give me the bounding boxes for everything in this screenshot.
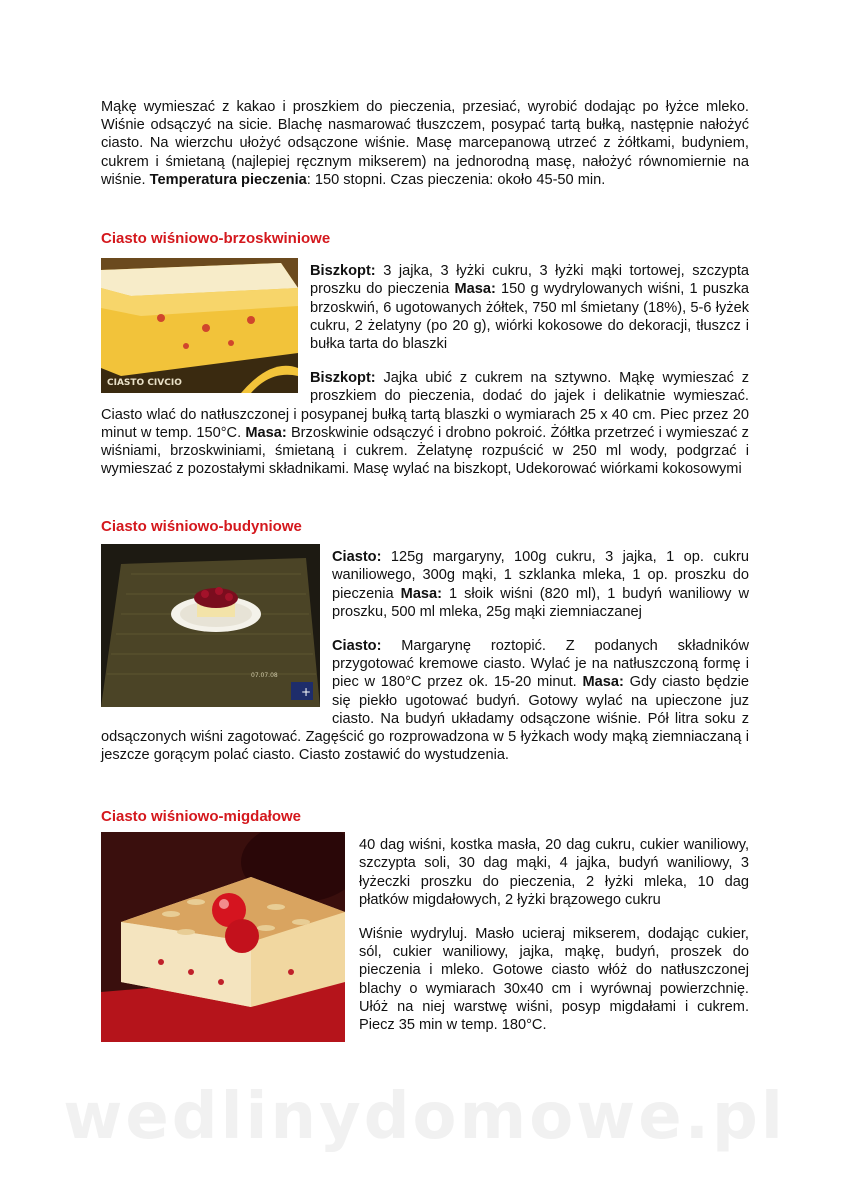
photo-caption: CIASTO CIVCIO — [107, 378, 182, 389]
prep-mass-label: Masa: — [582, 674, 624, 691]
prep-label: Biszkopt: — [310, 370, 376, 387]
ingredients-label: Biszkopt: — [310, 263, 376, 280]
ingredients-text: 125g margaryny, 100g cukru, 3 jajka, 1 op. cukru waniliowego, 300g mąki, 1 szklanka mleka, 1 op. proszku do pieczenia — [332, 549, 749, 602]
intro-paragraph — [101, 98, 749, 189]
intro-bold: Temperatura pieczenia — [149, 171, 307, 188]
intro-text: Mąkę wymieszać z kakao i proszkiem do pieczenia, przesiać, wyrobić dodając po łyżce mleko. Wiśnie odsączyć na sicie. Blachę nasmarować tłuszczem, posypać tartą bułką, następnie nałożyć ciasto. Na wierzchu ułożyć odsączone wiśnie. Masę marcepanową utrzeć z żółtkami, budyniem, cukrem i śmietaną (najlepiej ręcznym mikserem) na jednorodną masę, nałożyć równomiernie na wiśnie. — [101, 99, 749, 188]
mass-label: Masa: — [400, 585, 443, 602]
mass-label: Masa: — [454, 281, 496, 298]
prep-text: Margarynę roztopić. Z podanych składników przygotować kremowe ciasto. Wylać je na natłuszczoną formę i piec w 180°C przez ok. 15-20 minut. — [332, 638, 749, 691]
site-watermark: wedlinydomowe.pl — [63, 1080, 786, 1154]
cake-photo-pudding — [101, 544, 320, 707]
ingredients-text: 3 jajka, 3 łyżki cukru, 3 łyżki mąki tortowej, szczypta proszku do pieczenia — [310, 263, 749, 298]
recipe-peach — [101, 230, 749, 478]
zoom-icon: + — [301, 685, 312, 700]
recipe-title: Ciasto wiśniowo-migdałowe — [101, 808, 302, 825]
prep-label: Ciasto: — [332, 638, 382, 655]
photo-caption: 07.07.08 — [251, 672, 278, 680]
prep-mass-label: Masa: — [245, 424, 287, 441]
prep-mass-text: Brzoskwinie odsączyć i drobno pokroić. Żółtka przetrzeć i wymieszać z wiśniami, brzoskwiniami, śmietaną i cukrem. Żelatynę rozpuścić w 250 ml wody, podgrzać i wymieszać z pozostałymi składnikami. Masę wylać na biszkopt, Udekorować wiórkami kokosowymi — [101, 424, 749, 478]
mass-text: 1 słoik wiśni (820 ml), 1 budyń waniliowy w proszku, 500 ml mleka, 25g mąki ziemniaczanej — [332, 585, 750, 620]
almond-cake-image — [101, 832, 345, 1042]
prep-text: Wiśnie wydryluj. Masło ucieraj mikserem, dodając cukier, sól, cukier waniliowy, jajka, mąkę, budyń, proszek do pieczenia i mleko. Gotowe ciasto włóż do natłuszczonej blachy o wymiarach 30x40 cm i wyrównaj powierzchnię. Ułóż na niej warstwę wiśni, posyp migdałami i cukrem. Piecz 35 min w temp. 180°C. — [359, 926, 749, 1034]
recipe-title: Ciasto wiśniowo-budyniowe — [101, 518, 302, 535]
recipe-pudding — [101, 518, 749, 764]
peach-cake-image — [101, 258, 298, 393]
pudding-cake-image — [101, 544, 320, 707]
intro-text-end: : 150 stopni. Czas pieczenia: około 45-50 min. — [306, 171, 606, 188]
recipe-almond — [101, 808, 749, 1048]
ingredients-label: Ciasto: — [332, 549, 382, 566]
cake-photo-peach — [101, 258, 298, 393]
cake-photo-almond — [101, 832, 345, 1042]
prep-mass-text: Gdy ciasto będzie się piekło ugotować budyń. Gotowy wylać na upieczone juz ciasto. Na budyń układamy odsączone wiśnie. Pół litra soku z odsączonych wiśni zagotować. Zagęścić go rozprowadzona w 5 łyżkach wody mąką ziemniaczaną i jeszcze gorącym polać ciasto. Ciasto zostawić do wystudzenia. — [101, 674, 749, 764]
ingredients-text: 40 dag wiśni, kostka masła, 20 dag cukru, cukier waniliowy, szczypta soli, 30 dag mąki, 4 jajka, budyń waniliowy, 3 łyżeczki proszku do pieczenia, 2 łyżki mleka, 10 dag płatków migdałowych, 2 łyżki brązowego cukru — [359, 837, 749, 908]
mass-text: 150 g wydrylowanych wiśni, 1 puszka brzoskwiń, 6 ugotowanych żółtek, 750 ml śmietany (18%), 5-6 łyżek cukru, 2 żelatyny (po 20 g), wiórki kokosowe do dekoracji, tłuszcz i bułka tarta do blaszki — [310, 281, 750, 353]
recipe-title: Ciasto wiśniowo-brzoskwiniowe — [101, 230, 331, 247]
prep-text: Jajka ubić z cukrem na sztywno. Mąkę wymieszać z proszkiem do pieczenia, dodać do jajek i delikatnie wymieszać. Ciasto wlać do natłuszczonej i posypanej bułką tartą blaszki o wymiarach 25 x 40 cm. Piec przez 20 minut w temp. 150°C. — [101, 370, 749, 441]
